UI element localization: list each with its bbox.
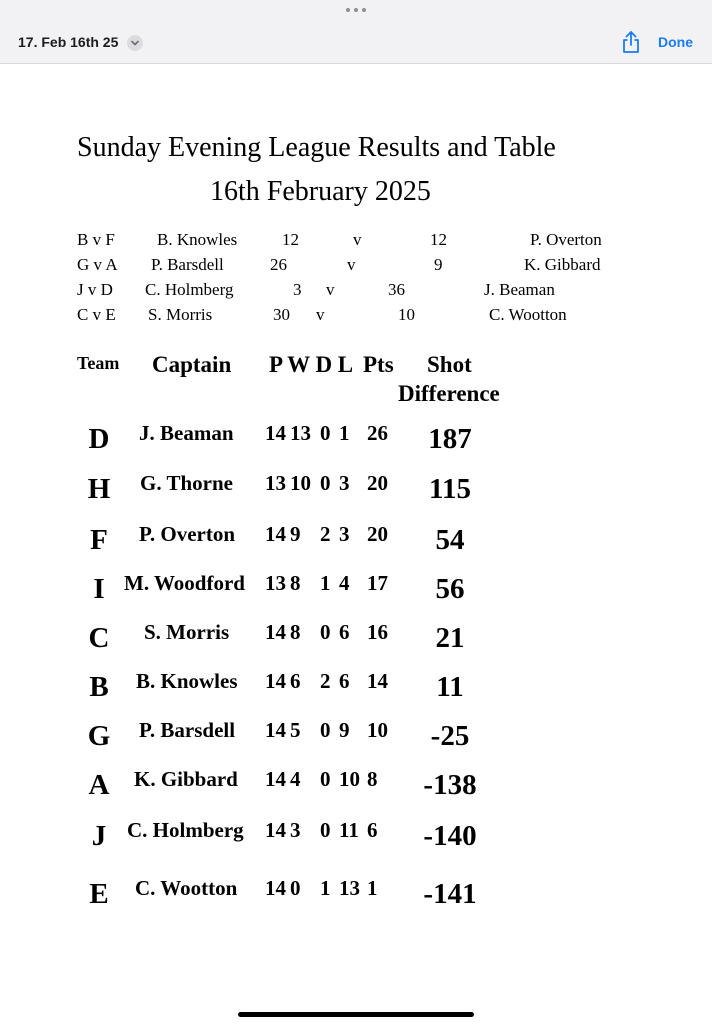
header-difference: Difference xyxy=(398,381,500,406)
fixture-away-captain: P. Overton xyxy=(530,230,602,249)
standing-won: 8 xyxy=(290,571,301,595)
standing-lost: 13 xyxy=(339,876,360,900)
fixture-home-score: 12 xyxy=(282,230,299,249)
document-title[interactable]: 17. Feb 16th 25 xyxy=(18,34,119,50)
standing-points: 20 xyxy=(367,522,388,546)
standing-lost: 9 xyxy=(339,718,350,742)
standing-played: 13 xyxy=(265,471,286,495)
standing-shot-difference: -141 xyxy=(423,878,477,910)
fixture-home-captain: P. Barsdell xyxy=(151,255,224,274)
standing-lost: 11 xyxy=(339,818,359,842)
standing-lost: 6 xyxy=(339,620,350,644)
standing-team: F xyxy=(90,524,108,556)
standing-won: 3 xyxy=(290,818,301,842)
fixture-away-score: 9 xyxy=(434,255,443,274)
header-team: Team xyxy=(77,353,120,373)
page-subtitle: 16th February 2025 xyxy=(210,176,431,207)
standing-lost: 3 xyxy=(339,471,350,495)
standing-team: I xyxy=(93,573,105,605)
standing-team: D xyxy=(88,423,110,455)
standing-captain: P. Barsdell xyxy=(139,718,236,742)
fixture-away-score: 12 xyxy=(430,230,447,249)
standing-shot-difference: 21 xyxy=(435,622,465,654)
standing-shot-difference: -25 xyxy=(430,720,470,752)
fixture-vs: v xyxy=(353,230,362,249)
standing-won: 8 xyxy=(290,620,301,644)
standing-played: 13 xyxy=(265,571,286,595)
standing-points: 8 xyxy=(367,767,378,791)
fixture-vs: v xyxy=(326,280,335,299)
fixture-home-score: 3 xyxy=(293,280,302,299)
standing-shot-difference: 56 xyxy=(435,573,465,605)
standing-points: 6 xyxy=(367,818,378,842)
standing-played: 14 xyxy=(265,767,286,791)
standing-captain: S. Morris xyxy=(144,620,230,644)
standing-lost: 3 xyxy=(339,522,350,546)
standing-points: 16 xyxy=(367,620,388,644)
standing-captain: P. Overton xyxy=(139,522,236,546)
chevron-down-icon[interactable] xyxy=(127,35,143,51)
fixture-home-score: 30 xyxy=(273,305,290,324)
standing-lost: 4 xyxy=(339,571,350,595)
standing-shot-difference: -138 xyxy=(423,769,477,801)
standing-drawn: 0 xyxy=(320,421,331,445)
standing-played: 14 xyxy=(265,876,286,900)
standing-captain: J. Beaman xyxy=(139,421,234,445)
standing-shot-difference: 54 xyxy=(435,524,465,556)
fixture-away-captain: C. Wootton xyxy=(489,305,567,324)
window-grabber-icon[interactable] xyxy=(346,7,366,13)
fixture-match: G v A xyxy=(77,255,118,274)
fixture-home-captain: C. Holmberg xyxy=(145,280,234,299)
standing-shot-difference: 11 xyxy=(436,671,464,703)
standing-won: 10 xyxy=(290,471,311,495)
standing-won: 9 xyxy=(290,522,301,546)
standing-captain: B. Knowles xyxy=(136,669,238,693)
standing-played: 14 xyxy=(265,818,286,842)
standing-played: 14 xyxy=(265,718,286,742)
fixture-home-captain: B. Knowles xyxy=(157,230,238,249)
standing-drawn: 0 xyxy=(320,818,331,842)
standing-won: 6 xyxy=(290,669,301,693)
fixture-home-captain: S. Morris xyxy=(148,305,213,324)
standing-won: 4 xyxy=(290,767,301,791)
fixture-vs: v xyxy=(347,255,356,274)
fixture-away-captain: J. Beaman xyxy=(484,280,555,299)
standing-team: J xyxy=(91,820,107,852)
standing-points: 14 xyxy=(367,669,388,693)
standing-points: 26 xyxy=(367,421,388,445)
home-indicator[interactable] xyxy=(238,1012,474,1017)
standing-drawn: 0 xyxy=(320,620,331,644)
standing-points: 10 xyxy=(367,718,388,742)
standing-team: A xyxy=(88,769,110,801)
standing-drawn: 1 xyxy=(320,876,331,900)
standing-drawn: 0 xyxy=(320,471,331,495)
done-button[interactable]: Done xyxy=(658,34,693,50)
standing-points: 17 xyxy=(367,571,388,595)
standing-played: 14 xyxy=(265,421,286,445)
standing-drawn: 0 xyxy=(320,718,331,742)
standing-lost: 10 xyxy=(339,767,360,791)
header-shot: Shot xyxy=(427,352,472,377)
standing-points: 1 xyxy=(367,876,378,900)
fixture-home-score: 26 xyxy=(270,255,287,274)
top-toolbar xyxy=(0,0,712,64)
standing-played: 14 xyxy=(265,522,286,546)
standing-team: B xyxy=(89,671,109,703)
standing-captain: C. Wootton xyxy=(135,876,238,900)
standing-drawn: 0 xyxy=(320,767,331,791)
standing-team: E xyxy=(89,878,109,910)
standing-drawn: 2 xyxy=(320,522,331,546)
standing-played: 14 xyxy=(265,620,286,644)
standing-shot-difference: -140 xyxy=(423,820,477,852)
standing-team: C xyxy=(88,622,110,654)
standing-drawn: 2 xyxy=(320,669,331,693)
header-pwdl: P W D L xyxy=(269,352,354,377)
fixture-away-score: 36 xyxy=(388,280,405,299)
standing-drawn: 1 xyxy=(320,571,331,595)
fixture-away-captain: K. Gibbard xyxy=(524,255,601,274)
page-title: Sunday Evening League Results and Table xyxy=(77,132,556,163)
standing-shot-difference: 187 xyxy=(428,423,472,455)
standing-played: 14 xyxy=(265,669,286,693)
fixture-match: C v E xyxy=(77,305,116,324)
standing-points: 20 xyxy=(367,471,388,495)
standing-shot-difference: 115 xyxy=(429,473,471,505)
standing-won: 13 xyxy=(290,421,311,445)
standing-captain: G. Thorne xyxy=(140,471,233,495)
header-pts: Pts xyxy=(363,352,394,377)
fixture-match: B v F xyxy=(77,230,115,249)
share-icon[interactable] xyxy=(620,30,642,54)
standing-team: G xyxy=(87,720,111,752)
standing-captain: C. Holmberg xyxy=(127,818,244,842)
fixture-match: J v D xyxy=(77,280,113,299)
standing-captain: M. Woodford xyxy=(124,571,245,595)
standing-captain: K. Gibbard xyxy=(134,767,238,791)
standing-team: H xyxy=(87,473,111,505)
standing-lost: 6 xyxy=(339,669,350,693)
standing-lost: 1 xyxy=(339,421,350,445)
standing-won: 5 xyxy=(290,718,301,742)
header-captain: Captain xyxy=(152,352,232,377)
fixture-vs: v xyxy=(316,305,325,324)
fixture-away-score: 10 xyxy=(398,305,415,324)
standing-won: 0 xyxy=(290,876,301,900)
